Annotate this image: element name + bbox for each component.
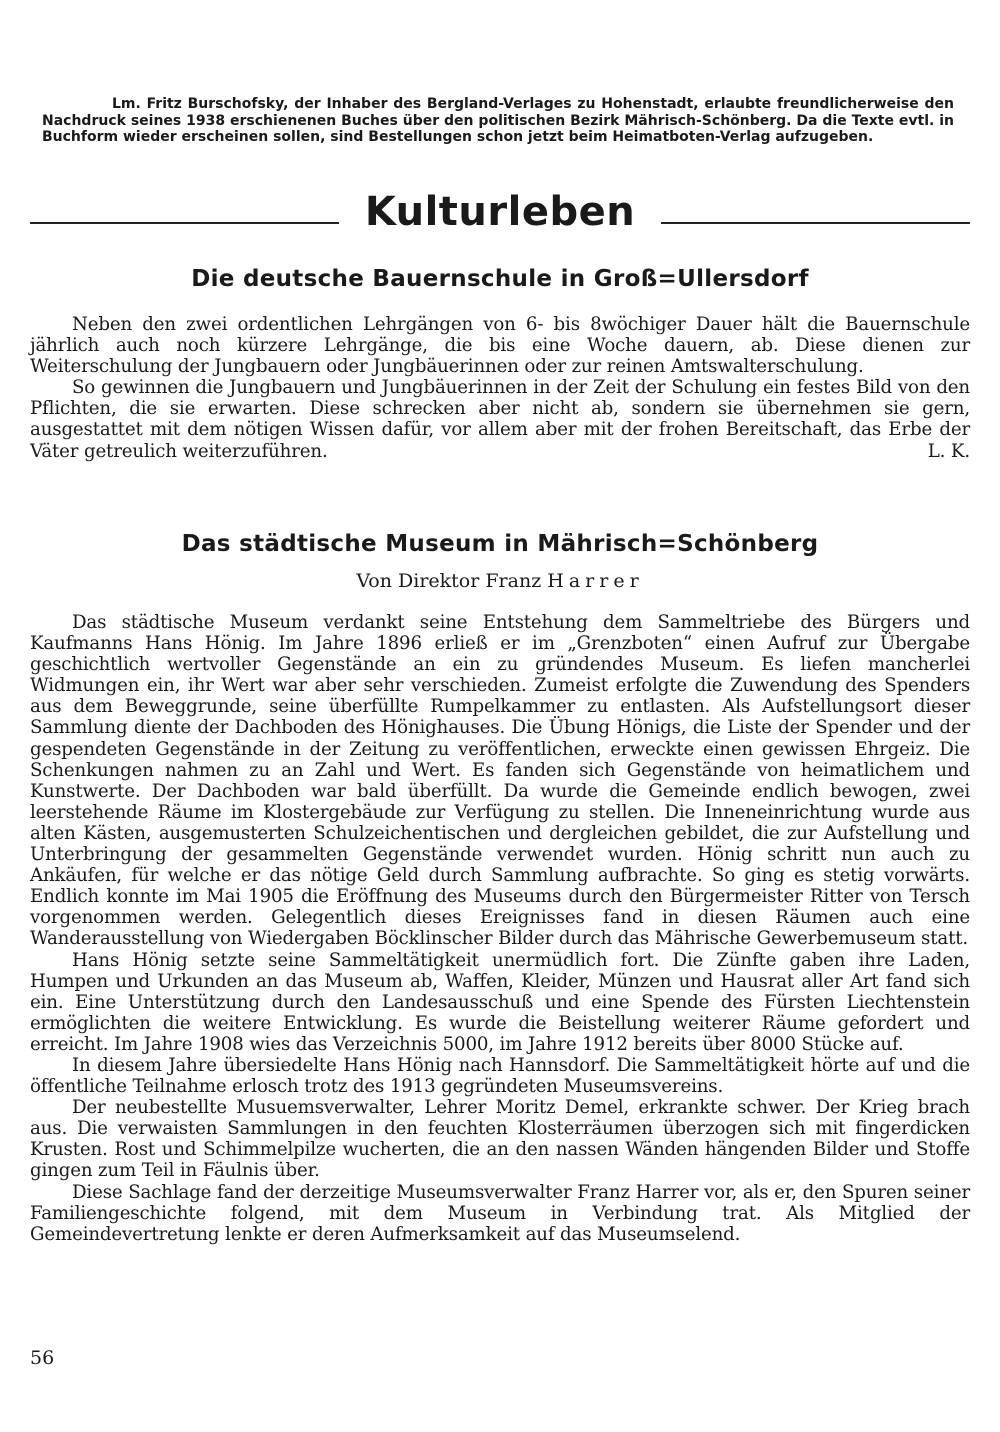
publisher-note-text: Lm. Fritz Burschofsky, der Inhaber des Bergland-Verlages zu Hohenstadt, erlaubte freundlicherweise den Nachdruck seines 1938 erschienenen Buches über den politischen Bezirk Mährisch-Schönberg. Da die Texte evtl. in Buchform wieder erscheinen sollen, sind Bestellungen schon jetzt beim Heimatboten-Verlag aufzugeben.: [42, 96, 954, 145]
article1-paragraph: So gewinnen die Jungbauern und Jungbäuerinnen in der Zeit der Schulung ein festes Bild von den Pflichten, die sie erwarten. Diese schrecken aber nicht ab, sondern sie übernehmen sie gern, ausgestattet mit dem nötigen Wissen dafür, vor allem aber mit der frohen Bereitschaft, das Erbe der Väter getreulich weiterzuführen. L. K.: [30, 377, 970, 462]
right-rule: [661, 222, 970, 224]
article1-paragraph: Neben den zwei ordentlichen Lehrgängen von 6- bis 8wöchiger Dauer hält die Bauernschule jährlich auch noch kürzere Lehrgänge, die bis eine Woche dauern, ab. Diese dienen zur Weiterschulung der Jungbauern oder Jungbäuerinnen oder zur reinen Amtswalterschulung.: [30, 314, 970, 378]
article2-paragraph: Diese Sachlage fand der derzeitige Museumsverwalter Franz Harrer vor, als er, den Spuren seiner Familiengeschichte folgend, mit dem Museum in Verbindung trat. Als Mitglied der Gemeindevertretung lenkte er deren Aufmerksamkeit auf das Museumselend.: [30, 1181, 970, 1245]
article2-byline: [30, 570, 970, 592]
article2-paragraph: Hans Hönig setzte seine Sammeltätigkeit unermüdlich fort. Die Zünfte gaben ihre Laden, Humpen und Urkunden an das Museum ab, Waffen, Kleider, Münzen und Hausrat aller Art fand sich ein. Eine Unterstützung durch den Landesausschuß und eine Spende des Fürsten Liechtenstein ermöglichten die weitere Entwicklung. Es wurde die Beistellung weiterer Räume gefordert und erreicht. Im Jahre 1908 wies das Verzeichnis 5000, im Jahre 1912 bereits über 8000 Stücke auf.: [30, 949, 970, 1055]
section-header: [30, 182, 970, 242]
page-number: 56: [30, 1347, 55, 1369]
section-title: Kulturleben: [364, 189, 636, 235]
left-rule: [30, 222, 339, 224]
publisher-note: [42, 96, 954, 146]
byline-author: Harrer: [547, 570, 644, 592]
article1-body: [30, 314, 970, 462]
byline-prefix: Von Direktor Franz: [356, 570, 542, 592]
article2-paragraph: Der neubestellte Musuemsverwalter, Lehrer Moritz Demel, erkrankte schwer. Der Krieg brach aus. Die verwaisten Sammlungen in den feuchten Klosterräumen überzogen sich mit fingerdicken Krusten. Rost und Schimmelpilze wucherten, die an den nassen Wänden hängenden Bilder und Stoffe gingen zum Teil in Fäulnis über.: [30, 1097, 970, 1182]
article1-signature: L. K.: [927, 440, 970, 462]
article1-title: Die deutsche Bauernschule in Groß=Ullersdorf: [191, 266, 809, 292]
article2-body: [30, 612, 970, 1245]
article2-paragraph: In diesem Jahre übersiedelte Hans Hönig nach Hannsdorf. Die Sammeltätigkeit hörte auf und die öffentliche Teilnahme erlosch trotz des 1913 gegründeten Museumsvereins.: [30, 1054, 970, 1098]
article2-title: Das städtische Museum in Mährisch=Schönberg: [181, 531, 819, 557]
article2-paragraph: Das städtische Museum verdankt seine Entstehung dem Sammeltriebe des Bürgers und Kaufmanns Hans Hönig. Im Jahre 1896 erließ er im „Grenzboten“ einen Aufruf zur Übergabe geschichtlich wertvoller Gegenstände an ein zu gründendes Museum. Es liefen mancherlei Widmungen ein, ihr Wert war aber sehr verschieden. Zumeist erfolgte die Zuwendung des Spenders aus dem Beweggrunde, seine überfüllte Rumpelkammer zu entlasten. Als Aufstellungsort dieser Sammlung diente der Dachboden des Hönighauses. Die Übung Hönigs, die Liste der Spender und der gespendeten Gegenstände in der Zeitung zu veröffentlichen, erweckte einen gewissen Ehrgeiz. Die Schenkungen nahmen zu an Zahl und Wert. Es fanden sich Gegenstände von heimatlichem und Kunstwerte. Der Dachboden war bald überfüllt. Da wurde die Gemeinde endlich bewogen, zwei leerstehende Räume im Klostergebäude zur Verfügung zu stellen. Die Inneneinrichtung wurde aus alten Kästen, ausgemusterten Schulzeichentischen und dergleichen gebildet, die zur Aufstellung und Unterbringung der gesammelten Gegenstände verwendet wurden. Hönig schritt nun auch zu Ankäufen, für welche er das nötige Geld durch Sammlung aufbrachte. So ging es stetig vorwärts. Endlich konnte im Mai 1905 die Eröffnung des Museums durch den Bürgermeister Ritter von Tersch vorgenommen werden. Gelegentlich dieses Ereignisses fand in diesen Räumen auch eine Wanderausstellung von Wiedergaben Böcklinscher Bilder durch das Mährische Gewerbemuseum statt.: [30, 612, 970, 950]
